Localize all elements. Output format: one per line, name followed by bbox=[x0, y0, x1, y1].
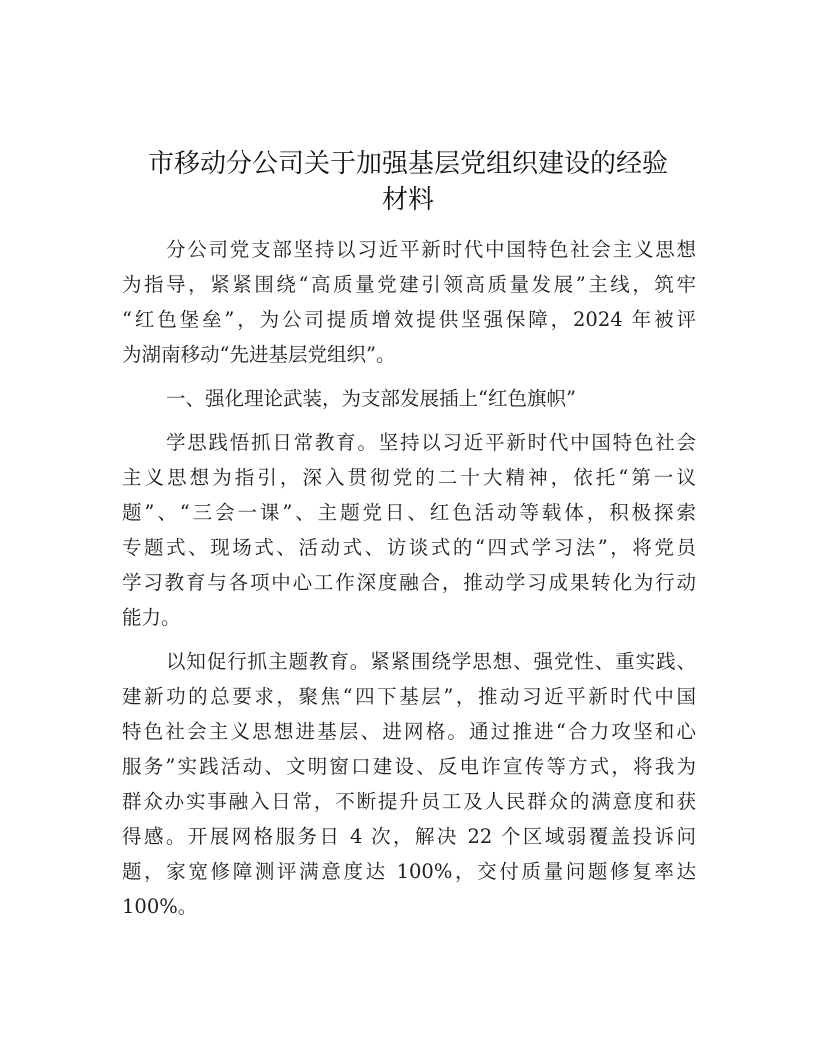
paragraph-line: 群众办实事融入日常，不断提升员工及人民群众的满意度和获 bbox=[122, 790, 696, 813]
paragraph-line: 题”、“三会一课”、主题党日、红色活动等载体，积极探索 bbox=[122, 501, 696, 524]
paragraph-line: 能力。 bbox=[122, 606, 181, 629]
paragraph-line: 为湖南移动“先进基层党组织”。 bbox=[122, 343, 396, 366]
document-title bbox=[120, 146, 696, 218]
paragraph-line: 为指导，紧紧围绕“高质量党建引领高质量发展”主线，筑牢 bbox=[122, 273, 696, 296]
paragraph-line: 学思践悟抓日常教育。坚持以习近平新时代中国特色社会 bbox=[166, 431, 696, 454]
section-heading-text: 一、强化理论武装，为支部发展插上“红色旗帜” bbox=[166, 387, 576, 410]
paragraph-line: 得感。开展网格服务日 4 次，解决 22 个区域弱覆盖投诉问 bbox=[122, 825, 696, 848]
paragraph-line: 专题式、现场式、活动式、访谈式的“四式学习法”，将党员 bbox=[122, 536, 696, 559]
title-line-1: 市移动分公司关于加强基层党组织建设的经验 bbox=[147, 149, 668, 179]
paragraph-line: “红色堡垒”，为公司提质增效提供坚强保障，2024 年被评 bbox=[122, 308, 696, 331]
paragraph-line: 学习教育与各项中心工作深度融合，推动学习成果转化为行动 bbox=[122, 571, 696, 594]
paragraph-line: 主义思想为指引，深入贯彻党的二十大精神，依托“第一议 bbox=[122, 466, 696, 489]
intro-paragraph bbox=[122, 232, 696, 372]
document-body bbox=[122, 232, 696, 933]
paragraph-line: 服务”实践活动、文明窗口建设、反电诈宣传等方式，将我为 bbox=[122, 755, 696, 778]
title-line-2: 材料 bbox=[381, 185, 434, 215]
paragraph-line: 以知促行抓主题教育。紧紧围绕学思想、强党性、重实践、 bbox=[166, 650, 696, 673]
practice-paragraph bbox=[122, 644, 696, 924]
paragraph-line: 题，家宽修障测评满意度达 100%，交付质量问题修复率达 bbox=[122, 860, 696, 883]
section-heading bbox=[122, 381, 696, 416]
study-paragraph bbox=[122, 425, 696, 635]
paragraph-line: 分公司党支部坚持以习近平新时代中国特色社会主义思想 bbox=[166, 238, 696, 261]
paragraph-line: 建新功的总要求，聚焦“四下基层”，推动习近平新时代中国 bbox=[122, 685, 696, 708]
paragraph-line: 100%。 bbox=[122, 895, 198, 918]
paragraph-line: 特色社会主义思想进基层、进网格。通过推进“合力攻坚和心 bbox=[122, 720, 696, 743]
